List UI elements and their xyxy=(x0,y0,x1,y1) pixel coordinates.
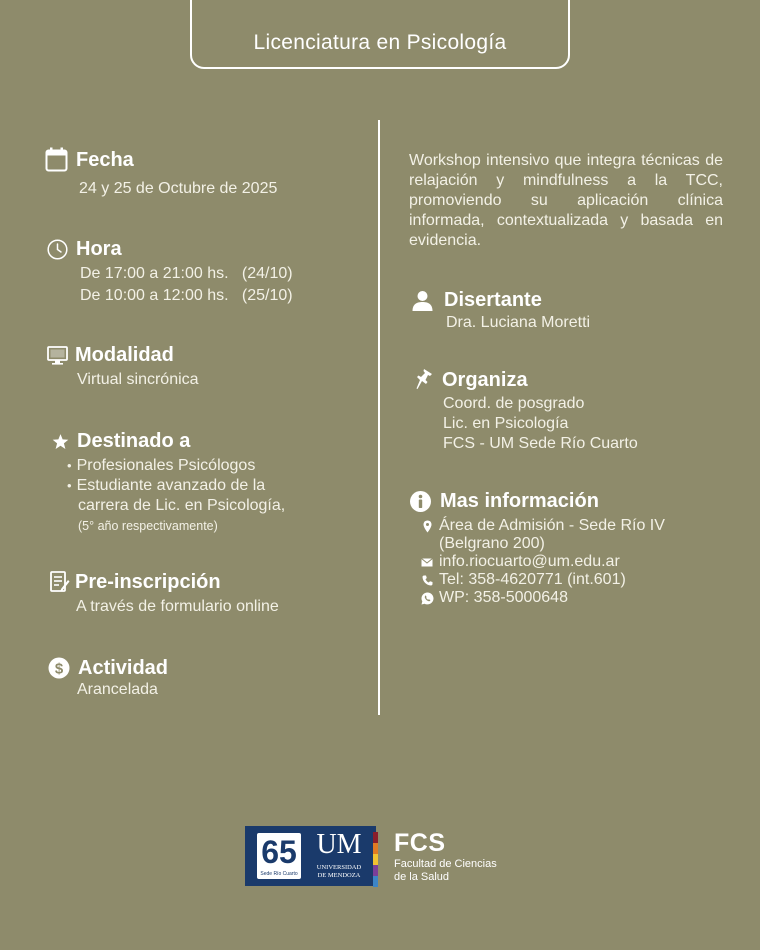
fcs-subtitle xyxy=(394,858,497,884)
um-letters: UM xyxy=(316,829,362,860)
section-hora xyxy=(47,238,293,306)
location-pin-icon xyxy=(418,520,436,533)
hora-line-2: De 10:00 a 12:00 hs. (25/10) xyxy=(80,287,293,304)
monitor-icon xyxy=(47,346,68,365)
section-organiza xyxy=(415,368,638,454)
organiza-label: Organiza xyxy=(442,368,528,391)
whatsapp-icon xyxy=(418,592,436,605)
section-fecha xyxy=(45,147,277,199)
info-address-2: (Belgrano 200) xyxy=(439,535,545,552)
svg-text:$: $ xyxy=(54,660,64,678)
um-sede-label: Sede Río Cuarto xyxy=(260,871,298,877)
pushpin-icon xyxy=(415,368,434,391)
color-bar xyxy=(373,854,378,865)
organiza-line-3: FCS - UM Sede Río Cuarto xyxy=(443,435,638,452)
section-mas-info xyxy=(410,490,665,607)
hora-label: Hora xyxy=(76,238,122,260)
destinado-item-1: • Profesionales Psicólogos xyxy=(67,456,285,476)
person-icon xyxy=(412,290,433,311)
fcs-subtitle-line-1: Facultad de Ciencias xyxy=(394,858,497,870)
um-65-number: 65 xyxy=(261,834,297,870)
info-icon xyxy=(410,491,431,512)
info-whatsapp[interactable]: WP: 358-5000648 xyxy=(439,589,568,606)
title-box xyxy=(190,0,570,69)
hora-line-1: De 17:00 a 21:00 hs. (24/10) xyxy=(80,265,293,282)
actividad-value: Arancelada xyxy=(77,681,158,698)
fecha-label: Fecha xyxy=(76,148,134,171)
calendar-icon xyxy=(45,147,68,172)
section-disertante xyxy=(412,289,590,333)
info-address-1: Área de Admisión - Sede Río IV xyxy=(439,517,665,534)
color-bar xyxy=(373,843,378,854)
section-preinscripcion xyxy=(50,571,279,617)
info-email-row xyxy=(418,553,665,571)
clock-icon xyxy=(47,239,68,260)
um-65-badge xyxy=(257,833,301,879)
modalidad-value: Virtual sincrónica xyxy=(77,371,199,388)
destinado-note: (5° año respectivamente) xyxy=(78,519,218,533)
modalidad-label: Modalidad xyxy=(75,344,174,366)
fcs-title: FCS xyxy=(394,829,446,857)
um-name-1: UNIVERSIDAD xyxy=(316,864,362,871)
fcs-subtitle-line-2: de la Salud xyxy=(394,871,450,883)
um-name-2: DE MENDOZA xyxy=(317,872,361,879)
info-address-row xyxy=(418,517,665,535)
um-logo xyxy=(245,826,376,886)
organiza-line-1: Coord. de posgrado xyxy=(443,395,585,412)
info-phone-row xyxy=(418,571,665,589)
section-actividad xyxy=(48,657,168,700)
form-icon xyxy=(50,571,70,593)
dollar-icon xyxy=(48,657,70,679)
star-icon xyxy=(52,433,69,450)
info-phone[interactable]: Tel: 358-4620771 (int.601) xyxy=(439,571,626,588)
disertante-label: Disertante xyxy=(444,289,542,311)
info-whatsapp-row xyxy=(418,589,665,607)
color-bar xyxy=(373,876,378,887)
color-bar xyxy=(373,865,378,876)
destinado-label: Destinado a xyxy=(77,430,191,452)
destinado-item-2: • Estudiante avanzado de la xyxy=(67,476,285,496)
actividad-label: Actividad xyxy=(78,657,169,679)
preinscripcion-label: Pre-inscripción xyxy=(75,571,221,593)
info-label: Mas información xyxy=(440,490,599,512)
fecha-value: 24 y 25 de Octubre de 2025 xyxy=(79,180,278,197)
info-email[interactable]: info.riocuarto@um.edu.ar xyxy=(439,553,620,570)
phone-icon xyxy=(418,575,436,586)
section-modalidad xyxy=(47,344,199,390)
color-bar xyxy=(373,832,378,843)
destinado-item-2-cont: carrera de Lic. en Psicología, xyxy=(78,497,286,514)
section-destinado xyxy=(52,430,285,535)
column-divider xyxy=(378,120,380,715)
workshop-description: Workshop intensivo que integra técnicas de relajación y mindfulness a la TCC, promoviendo su aplicación clínica informada, contextualizada y basada en evidencia. xyxy=(409,152,723,249)
color-bars xyxy=(373,832,378,887)
organiza-line-2: Lic. en Psicología xyxy=(443,415,569,432)
disertante-value: Dra. Luciana Moretti xyxy=(446,314,591,331)
page-title: Licenciatura en Psicología xyxy=(253,31,507,54)
preinscripcion-value: A través de formulario online xyxy=(76,598,279,615)
envelope-icon xyxy=(418,558,436,567)
